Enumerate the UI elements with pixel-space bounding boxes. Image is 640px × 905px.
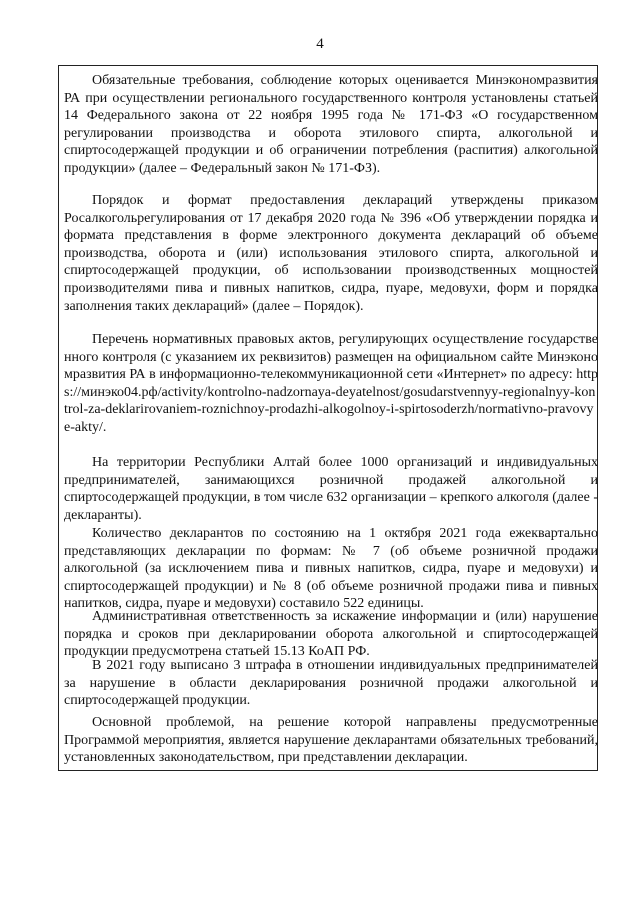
paragraph-text: Порядок и формат предоставления деклараций утверждены приказом Росалкогольрегулирования от 17 декабря 2020 года № 396 «Об утверждении порядка и формата представления в форме электронного документа деклараций об объеме производства, оборота и (или) использования этилового спирта, алкогольной и спиртосодержащей продукции, об использовании производственных мощностей производителями пива и пивных напитков, сидра, пуаре, медовухи, форм и порядка заполнения таких деклараций» (далее – Порядок).	[64, 193, 598, 314]
paragraph-legal-basis	[64, 72, 598, 178]
paragraph-text: Перечень нормативных правовых актов, регулирующих осуществление государственного контроля (с указанием их реквизитов) размещен на официальном сайте Минэкономразвития РА в информационно-телекоммуникационной сети «Интернет» по адресу: https://минэко04.рф/activity/kontrolno-nadzornaya-deyatelnost/gosudarstvennyy-regionalnyy-kontrol-za-deklarirovaniem-roznichnoy-prodazhi-alkogolnoy-i-spirtosoderzh/normativno-pravovye-akty/.	[64, 332, 598, 435]
paragraph-declarants-count	[64, 525, 598, 613]
paragraph-fines	[64, 657, 598, 710]
paragraph-main-problem	[64, 714, 598, 767]
paragraph-text: Основной проблемой, на решение которой направлены предусмотренные Программой мероприятия, является нарушение декларантами обязательных требований, установленных законодательством, при представлении декларации.	[64, 715, 598, 766]
paragraph-text: Административная ответственность за искажение информации и (или) нарушение порядка и сроков при декларировании оборота алкогольной и спиртосодержащей продукции предусмотрена статьей 15.13 КоАП РФ.	[64, 609, 598, 660]
paragraph-text: Обязательные требования, соблюдение которых оценивается Минэкономразвития РА при осуществлении регионального государственного контроля установлены статьей 14 Федерального закона от 22 ноября 1995 года № 171-ФЗ «О государственном регулировании производства и оборота этилового спирта, алкогольной и спиртосодержащей продукции и об ограничении потребления (распития) алкогольной продукции» (далее – Федеральный закон № 171-ФЗ).	[64, 73, 598, 176]
paragraph-declaration-procedure	[64, 192, 598, 315]
paragraph-text: На территории Республики Алтай более 1000 организаций и индивидуальных предпринимателей, занимающихся розничной продажей алкогольной и спиртосодержащей продукции, в том числе 632 организации – крепкого алкоголя (далее - декларанты).	[64, 455, 598, 523]
paragraph-regulatory-acts	[64, 331, 598, 437]
paragraph-administrative-liability	[64, 608, 598, 661]
paragraph-text: В 2021 году выписано 3 штрафа в отношении индивидуальных предпринимателей за нарушение в области декларирования розничной продажи алкогольной и спиртосодержащей продукции.	[64, 658, 598, 709]
page-number: 4	[316, 36, 324, 52]
paragraph-text: Количество декларантов по состоянию на 1 октября 2021 года ежеквартально представляющих декларации по формам: № 7 (об объеме розничной продажи алкогольной (за исключением пива и пивных напитков, сидра, пуаре и медовухи) и спиртосодержащей продукции) и № 8 (об объеме розничной продажи пива и пивных напитков, сидра, пуаре и медовухи) составило 522 единицы.	[64, 526, 598, 612]
paragraph-organizations-count	[64, 454, 598, 524]
